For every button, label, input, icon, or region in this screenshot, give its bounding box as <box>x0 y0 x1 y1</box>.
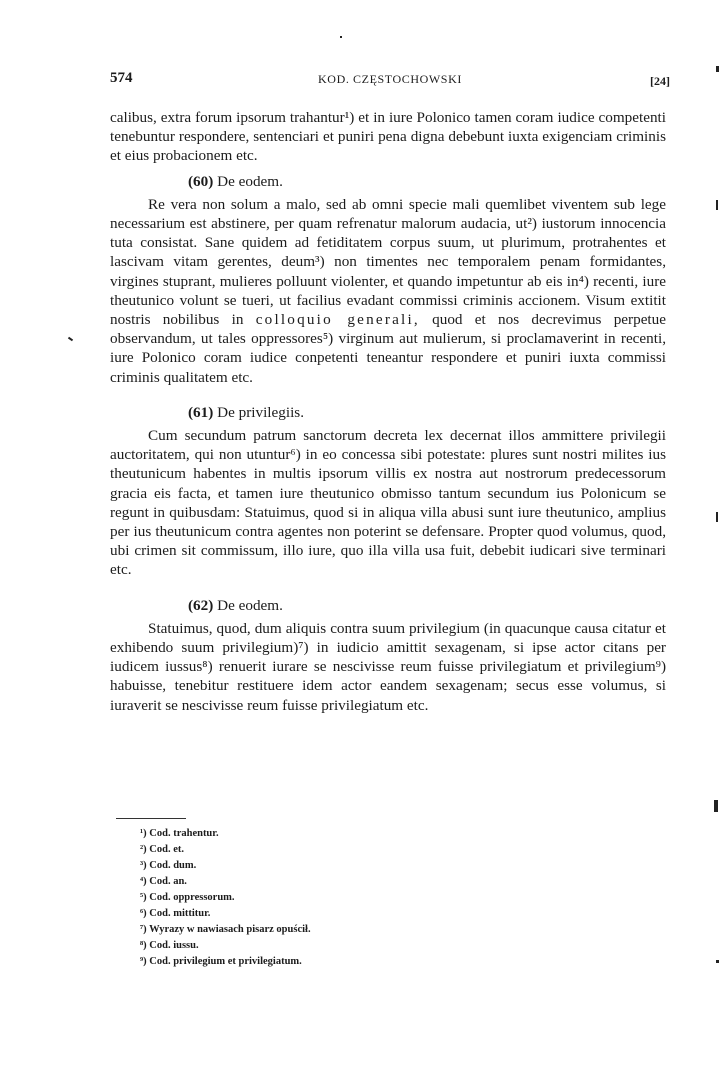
footnote-rule <box>116 818 186 819</box>
scan-speck <box>716 512 718 522</box>
section-number: (60) <box>188 172 214 190</box>
section-title: De eodem. <box>217 172 283 190</box>
footnotes <box>140 826 311 970</box>
scan-speck <box>68 337 73 342</box>
page-number: 574 <box>110 70 133 86</box>
paragraph-text: Re vera non solum a malo, sed ab omni specie mali quemlibet viventem sub lege necessarium est abstinere, per quam refrenatur malorum audacia, ut²) iustorum innocencia tuta consistat. Sane quidem ad fetiditatem corpus suum, ut plurimum, protrahentes et lascivam vitam gerentes, deum³) non timentes nec temporalem penam formidantes, virgines stuprant, mulieres polluunt violenter, et quando impetuntur ab eis in⁴) recenti, iure theutunico volunt se tueri, ut facilius evadant commissi criminis accionem. Visum extitit nostris nobilibus in <box>110 195 666 329</box>
scan-speck <box>716 960 719 963</box>
section-title: De eodem. <box>217 596 283 614</box>
paragraph-62: Statuimus, quod, dum aliquis contra suum privilegium (in quacunque causa citatur et exhibendo suum privilegium)⁷) in iudicio amittit sexagenam, si ipse actor citans per iudicem iussus⁸) renuerit iurare se nescivisse reum fuisse privilegiatum et privilegium⁹) habuisse, tenebitur restituere idem actor eandem sexagenam; secus esse volumus, si iuraverit se nescivisse reum fuisse privilegiatum etc. <box>110 619 666 714</box>
paragraph-61: Cum secundum patrum sanctorum decreta lex decernat illos ammittere privilegii auctoritatem, qui non utuntur⁶) in eo concessa sibi potestate: plures sunt nostri milites ius theutunicum habentes in multis ipsorum villis ex nostra aut nostrorum predecessorum gracia eis facta, et tamen iure theutunico obmisso tantum secundum ius Polonicum se regunt in quibusdam: Statuimus, quod si in aliqua villa abusi sunt iure theutunico, amplius per ius theutunicum contra agentes non poterint se defensare. Propter quod volumus, quod, ubi crimen sit commissum, illo iure, quo illa villa usa fuit, debebit iudicari sive terminari etc. <box>110 427 666 579</box>
section-reference: [24] <box>650 74 670 88</box>
page-header <box>110 70 670 90</box>
footnote: ³) Cod. dum. <box>140 860 197 871</box>
section-title: De privilegiis. <box>217 403 304 421</box>
scan-speck <box>716 200 718 210</box>
scan-speck <box>340 36 342 38</box>
scan-speck <box>714 800 718 812</box>
running-title: KOD. CZĘSTOCHOWSKI <box>318 72 462 86</box>
footnote: ⁵) Cod. oppressorum. <box>140 892 235 903</box>
scan-speck <box>716 66 719 72</box>
section-heading-61 <box>188 403 666 422</box>
footnote: ⁶) Cod. mittitur. <box>140 908 211 919</box>
section-heading-62 <box>188 596 666 615</box>
paragraph-60 <box>110 195 666 387</box>
intro-paragraph: calibus, extra forum ipsorum trahantur¹) et in iure Polonico tamen coram iudice competenti tenebuntur respondere, sentenciari et puniri pena digna debebunt iuxta exigenciam criminis et eius probacionem etc. <box>110 109 666 165</box>
paragraph-text: quod et nos decrevimus perpetue observandum, ut tales oppressores⁵) virginum aut mulierum, si proclamaverint in recenti, iure Polonico coram iudice conpetenti teneantur respondere et puniri iuxta commissi criminis qualitatem etc. <box>110 311 666 386</box>
section-heading-60 <box>188 172 666 191</box>
spaced-phrase: colloquio generali, <box>255 311 420 329</box>
footnote: ¹) Cod. trahentur. <box>140 828 219 839</box>
section-number: (62) <box>188 596 214 614</box>
footnote: ⁷) Wyrazy w nawiasach pisarz opuścił. <box>140 924 311 935</box>
footnote: ⁹) Cod. privilegium et privilegiatum. <box>140 956 302 967</box>
footnote: ⁸) Cod. iussu. <box>140 940 199 951</box>
footnote: ²) Cod. et. <box>140 844 184 855</box>
body-text <box>110 108 666 715</box>
section-number: (61) <box>188 403 214 421</box>
footnote: ⁴) Cod. an. <box>140 876 187 887</box>
